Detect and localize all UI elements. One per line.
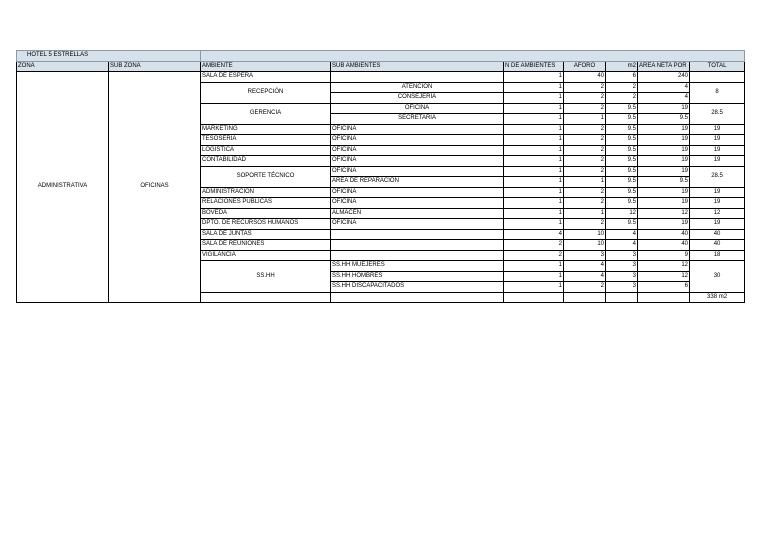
- zona-cell: ADMINISTRATIVA: [17, 72, 109, 303]
- area-neta-cell: 6: [638, 282, 690, 293]
- table-row: [17, 72, 745, 83]
- ambiente-cell: GERENCIA: [201, 103, 331, 124]
- area-neta-cell: 240: [638, 72, 690, 83]
- m2-cell: 9.5: [606, 156, 638, 167]
- ambiente-cell: SOPORTE TÉCNICO: [201, 166, 331, 187]
- m2-cell: 9.5: [606, 124, 638, 135]
- m2-cell: 9.5: [606, 166, 638, 177]
- n-ambientes-cell: 2: [504, 250, 564, 261]
- aforo-cell: 2: [564, 219, 606, 230]
- ambiente-cell: BÓVEDA: [201, 208, 331, 219]
- m2-cell: 3: [606, 250, 638, 261]
- aforo-cell: 10: [564, 240, 606, 251]
- aforo-cell: 2: [564, 156, 606, 167]
- ambiente-cell: TESOSERIA: [201, 135, 331, 146]
- area-neta-cell: 40: [638, 240, 690, 251]
- header-zona: ZONA: [17, 61, 109, 72]
- m2-cell: 9.5: [606, 187, 638, 198]
- header-m2: m2: [606, 61, 638, 72]
- area-neta-cell: 9.5: [638, 114, 690, 125]
- area-neta-cell: 19: [638, 124, 690, 135]
- total-cell: 19: [690, 219, 745, 230]
- area-neta-cell: 19: [638, 156, 690, 167]
- sub-ambiente-cell: OFICINA: [331, 219, 504, 230]
- total-cell: 28.5: [690, 103, 745, 124]
- aforo-cell: 2: [564, 145, 606, 156]
- aforo-cell: 2: [564, 135, 606, 146]
- aforo-cell: 1: [564, 208, 606, 219]
- spreadsheet: [16, 50, 744, 303]
- aforo-cell: 2: [564, 82, 606, 93]
- n-ambientes-cell: 1: [504, 271, 564, 282]
- area-neta-cell: 4: [638, 93, 690, 104]
- m2-cell: 9.5: [606, 135, 638, 146]
- area-neta-cell: 9.5: [638, 177, 690, 188]
- aforo-cell: 4: [564, 261, 606, 272]
- n-ambientes-cell: 1: [504, 187, 564, 198]
- total-cell: 12: [690, 208, 745, 219]
- empty-cell: [331, 292, 504, 303]
- n-ambientes-cell: 1: [504, 72, 564, 83]
- m2-cell: 2: [606, 82, 638, 93]
- area-neta-cell: 19: [638, 187, 690, 198]
- n-ambientes-cell: 1: [504, 198, 564, 209]
- aforo-cell: 40: [564, 72, 606, 83]
- aforo-cell: 2: [564, 198, 606, 209]
- m2-cell: 12: [606, 208, 638, 219]
- sub-ambiente-cell: [331, 240, 504, 251]
- area-neta-cell: 19: [638, 145, 690, 156]
- m2-cell: 3: [606, 282, 638, 293]
- m2-cell: 9.5: [606, 103, 638, 114]
- total-cell: 19: [690, 145, 745, 156]
- sub-ambiente-cell: ALMACÉN: [331, 208, 504, 219]
- m2-cell: 9.5: [606, 177, 638, 188]
- m2-cell: 6: [606, 72, 638, 83]
- total-cell: 19: [690, 124, 745, 135]
- aforo-cell: 10: [564, 229, 606, 240]
- m2-cell: 9.5: [606, 198, 638, 209]
- m2-cell: 4: [606, 229, 638, 240]
- header-subzona: SUB ZONA: [109, 61, 201, 72]
- area-neta-cell: 19: [638, 219, 690, 230]
- n-ambientes-cell: 1: [504, 145, 564, 156]
- n-ambientes-cell: 1: [504, 135, 564, 146]
- total-cell: 28.5: [690, 166, 745, 187]
- n-ambientes-cell: 1: [504, 219, 564, 230]
- total-cell: 19: [690, 156, 745, 167]
- total-cell: 19: [690, 135, 745, 146]
- n-ambientes-cell: 1: [504, 166, 564, 177]
- ambiente-cell: RECEPCIÓN: [201, 82, 331, 103]
- empty-cell: [606, 292, 638, 303]
- n-ambientes-cell: 1: [504, 261, 564, 272]
- n-ambientes-cell: 1: [504, 82, 564, 93]
- sub-ambiente-cell: ÁREA DE REPARACIÓN: [331, 177, 504, 188]
- sub-ambiente-cell: [331, 250, 504, 261]
- subzona-cell: OFICINAS: [109, 72, 201, 303]
- sub-ambiente-cell: OFICINA: [331, 187, 504, 198]
- ambiente-cell: SALA DE ESPERA: [201, 72, 331, 83]
- area-neta-cell: 40: [638, 229, 690, 240]
- ambiente-cell: MARKETING: [201, 124, 331, 135]
- sub-ambiente-cell: OFICINA: [331, 124, 504, 135]
- sub-ambiente-cell: OFICINA: [331, 156, 504, 167]
- total-cell: 18: [690, 250, 745, 261]
- total-cell: 8: [690, 82, 745, 103]
- empty-cell: [638, 292, 690, 303]
- sub-ambiente-cell: SS.HH HOMBRES: [331, 271, 504, 282]
- n-ambientes-cell: 1: [504, 103, 564, 114]
- total-cell: 19: [690, 187, 745, 198]
- ambiente-cell: ADMINISTRACIÓN: [201, 187, 331, 198]
- empty-cell: [564, 292, 606, 303]
- header-ambiente: AMBIENTE: [201, 61, 331, 72]
- sheet-title: HOTEL 5 ESTRELLAS: [17, 51, 201, 62]
- m2-cell: 9.5: [606, 219, 638, 230]
- m2-cell: 9.5: [606, 114, 638, 125]
- area-neta-cell: 9: [638, 250, 690, 261]
- n-ambientes-cell: 2: [504, 240, 564, 251]
- area-neta-cell: 19: [638, 198, 690, 209]
- area-neta-cell: 19: [638, 135, 690, 146]
- area-neta-cell: 12: [638, 271, 690, 282]
- aforo-cell: 2: [564, 282, 606, 293]
- sub-ambiente-cell: SECRETARIA: [331, 114, 504, 125]
- grand-total-cell: 338 m2: [690, 292, 745, 303]
- sub-ambiente-cell: OFICINA: [331, 198, 504, 209]
- aforo-cell: 4: [564, 271, 606, 282]
- sub-ambiente-cell: SS.HH MUEJERES: [331, 261, 504, 272]
- ambiente-cell: SALA DE JUNTAS: [201, 229, 331, 240]
- ambiente-cell: VIGILANCIA: [201, 250, 331, 261]
- sub-ambiente-cell: OFICINA: [331, 166, 504, 177]
- area-neta-cell: 4: [638, 82, 690, 93]
- total-cell: 40: [690, 240, 745, 251]
- area-neta-cell: 19: [638, 166, 690, 177]
- ambiente-cell: SS.HH: [201, 261, 331, 293]
- total-cell: 40: [690, 229, 745, 240]
- sub-ambiente-cell: OFICINA: [331, 135, 504, 146]
- sub-ambiente-cell: OFICINA: [331, 145, 504, 156]
- header-sub-ambientes: SUB AMBIENTES: [331, 61, 504, 72]
- header-n-ambientes: N DE AMBIENTES: [504, 61, 564, 72]
- total-cell: 19: [690, 198, 745, 209]
- header-aforo: AFORO: [564, 61, 606, 72]
- n-ambientes-cell: 1: [504, 114, 564, 125]
- ambiente-cell: RELACIONES PUBLICAS: [201, 198, 331, 209]
- m2-cell: 3: [606, 261, 638, 272]
- header-area-neta: ÁREA NETA POR: [638, 61, 690, 72]
- sub-ambiente-cell: [331, 72, 504, 83]
- area-neta-cell: 19: [638, 103, 690, 114]
- n-ambientes-cell: 1: [504, 208, 564, 219]
- n-ambientes-cell: 1: [504, 124, 564, 135]
- sub-ambiente-cell: ATENCIÓN: [331, 82, 504, 93]
- m2-cell: 3: [606, 271, 638, 282]
- sub-ambiente-cell: [331, 229, 504, 240]
- n-ambientes-cell: 1: [504, 177, 564, 188]
- m2-cell: 9.5: [606, 145, 638, 156]
- aforo-cell: 2: [564, 103, 606, 114]
- m2-cell: 4: [606, 240, 638, 251]
- total-cell: 30: [690, 261, 745, 293]
- ambiente-cell: SALA DE REUNIONES: [201, 240, 331, 251]
- ambiente-cell: DPTO. DE RECURSOS HUMANOS: [201, 219, 331, 230]
- aforo-cell: 1: [564, 114, 606, 125]
- sub-ambiente-cell: OFICINA: [331, 103, 504, 114]
- n-ambientes-cell: 1: [504, 282, 564, 293]
- aforo-cell: 3: [564, 250, 606, 261]
- empty-cell: [504, 292, 564, 303]
- n-ambientes-cell: 1: [504, 156, 564, 167]
- n-ambientes-cell: 4: [504, 229, 564, 240]
- n-ambientes-cell: 1: [504, 93, 564, 104]
- header-row: [17, 61, 745, 72]
- title-row: [17, 51, 745, 62]
- aforo-cell: 1: [564, 177, 606, 188]
- sub-ambiente-cell: CONSEJERÍA: [331, 93, 504, 104]
- total-cell: [690, 72, 745, 83]
- ambiente-cell: LOGISTICA: [201, 145, 331, 156]
- aforo-cell: 2: [564, 187, 606, 198]
- m2-cell: 2: [606, 93, 638, 104]
- sub-ambiente-cell: SS.HH DISCAPACITADOS: [331, 282, 504, 293]
- aforo-cell: 2: [564, 124, 606, 135]
- aforo-cell: 2: [564, 93, 606, 104]
- header-total: TOTAL: [690, 61, 745, 72]
- aforo-cell: 2: [564, 166, 606, 177]
- ambiente-cell: CONTABILIDAD: [201, 156, 331, 167]
- area-neta-cell: 12: [638, 261, 690, 272]
- area-neta-cell: 12: [638, 208, 690, 219]
- empty-cell: [201, 292, 331, 303]
- area-table: [16, 50, 745, 303]
